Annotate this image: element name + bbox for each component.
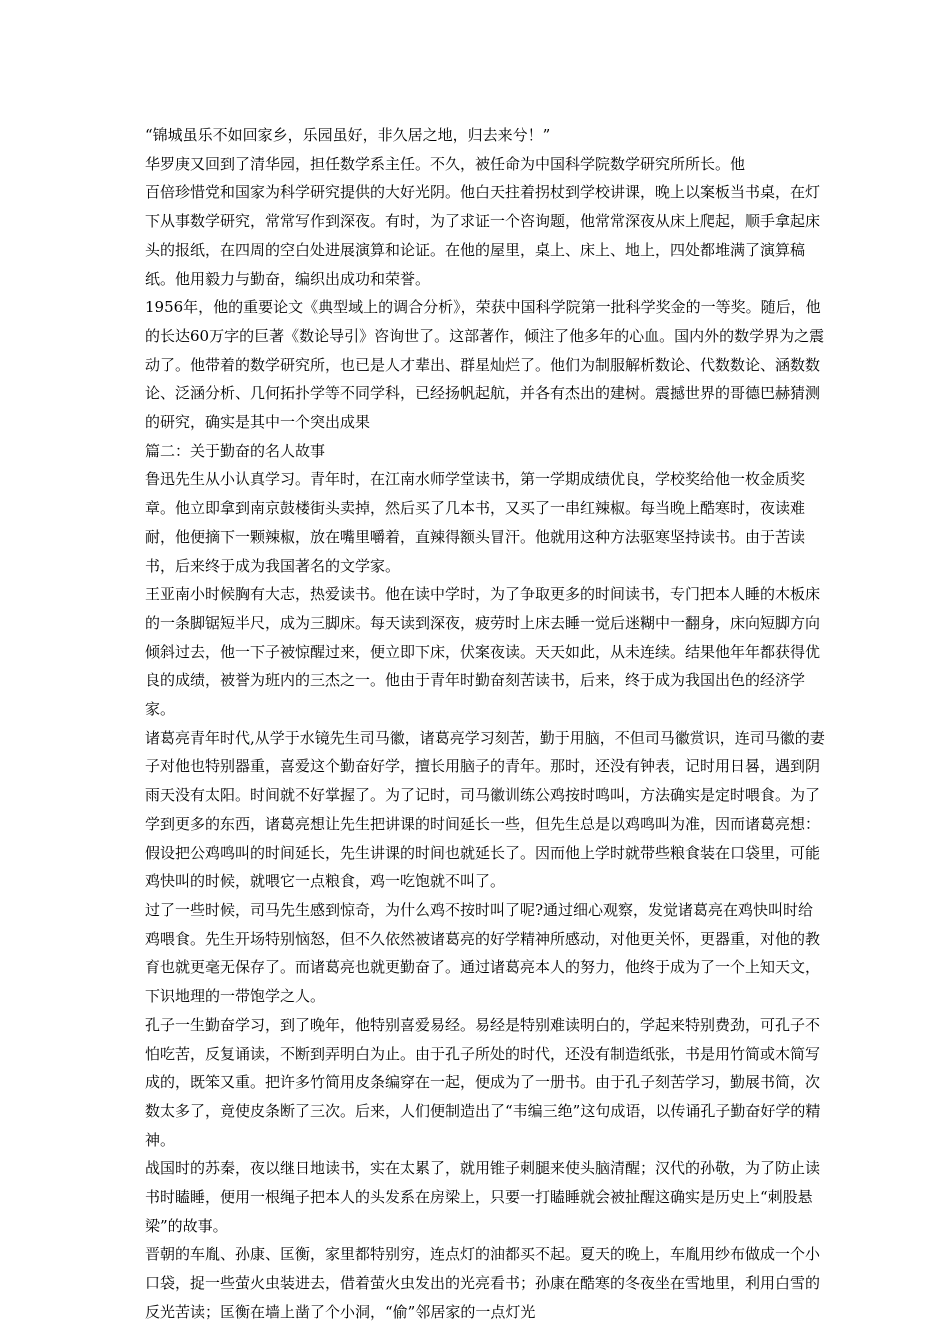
paragraph-confucius: 孔子一生勤奋学习，到了晚年，他特别喜爱易经。易经是特别难读明白的，学起来特别费劲，可孔子不怕吃苦，反复诵读，不断到弄明白为止。由于孔子所处的时代，还没有制造纸张，书是用竹简或木简写成的，既笨又重。把许多竹简用皮条编穿在一起，便成为了一册书。由于孔子刻苦学习，勤展书简，次数太多了，竟使皮条断了三次。后来，人们便制造出了“韦编三绝”这句成语，以传诵孔子勤奋好学的精神。 — [145, 1015, 821, 1149]
paragraph-1956-award: 1956年，他的重要论文《典型域上的调合分析》，荣获中国科学院第一批科学奖金的一等奖。随后，他的长达60万字的巨著《数论导引》咨询世了。这部著作，倾注了他多年的心血。国内外的数学界为之震动了。他带着的数学研究所，也已是人才辈出、群星灿烂了。他们为制服解析数论、代数数论、涵数数论、泛涵分析、几何拓扑学等不同学科，已经扬帆起航，并各有杰出的建树。震撼世界的哥德巴赫猜测的研究，确实是其中一个突出成果 — [145, 298, 825, 432]
paragraph-jin-dynasty: 晋朝的车胤、孙康、匡衡，家里都特别穷，连点灯的油都买不起。夏天的晚上，车胤用纱布做成一个小口袋，捉一些萤火虫装进去，借着萤火虫发出的光亮看书；孙康在酷寒的冬夜坐在雪地里，利用白雪的反光苦读；匡衡在墙上凿了个小洞，“偷”邻居家的一点灯光 — [145, 1245, 821, 1321]
paragraph-wang-yanan: 王亚南小时候胸有大志，热爱读书。他在读中学时，为了争取更多的时间读书，专门把本人睡的木板床的一条脚锯短半尺，成为三脚床。每天读到深夜，疲劳时上床去睡一觉后迷糊中一翻身，床向短脚方向倾斜过去，他一下子被惊醒过来，便立即下床，伏案夜读。天天如此，从未连续。结果他年年都获得优良的成绩，被誉为班内的三杰之一。他由于青年时勤奋刻苦读书，后来，终于成为我国出色的经济学家。 — [145, 585, 821, 719]
document-body — [145, 121, 825, 1327]
paragraph-zhuge-liang: 诸葛亮青年时代,从学于水镜先生司马徽，诸葛亮学习刻苦，勤于用脑，不但司马徽赏识，连司马徽的妻子对他也特别器重，喜爱这个勤奋好学，擅长用脑子的青年。那时，还没有钟表，记时用日晷，遇到阴雨天没有太阳。时间就不好掌握了。为了记时，司马徽训练公鸡按时鸣叫，方法确实是定时喂食。为了学到更多的东西，诸葛亮想让先生把讲课的时间延长一些，但先生总是以鸡鸣叫为准，因而诸葛亮想：假设把公鸡鸣叫的时间延长，先生讲课的时间也就延长了。因而他上学时就带些粮食装在口袋里，可能鸡快叫的时候，就喂它一点粮食，鸡一吃饱就不叫了。 — [145, 728, 825, 891]
paragraph-zhuge-liang-continued: 过了一些时候，司马先生感到惊奇，为什么鸡不按时叫了呢?通过细心观察，发觉诸葛亮在鸡快叫时给鸡喂食。先生开场特别恼怒，但不久依然被诸葛亮的好学精神所感动，对他更关怀，更器重，对他的教育也就更毫无保存了。而诸葛亮也就更勤奋了。通过诸葛亮本人的努力，他终于成为了一个上知天文，下识地理的一带饱学之人。 — [145, 900, 821, 1006]
section-heading: 篇二：关于勤奋的名人故事 — [145, 441, 326, 460]
paragraph-su-qin: 战国时的苏秦，夜以继日地读书，实在太累了，就用锥子刺腿来使头脑清醒；汉代的孙敬，为了防止读书时瞌睡，便用一根绳子把本人的头发系在房梁上，只要一打瞌睡就会被扯醒这确实是历史上“刺股悬梁”的故事。 — [145, 1159, 821, 1235]
paragraph-quote: “锦城虽乐不如回家乡，乐园虽好，非久居之地，归去来兮！” — [145, 126, 551, 144]
paragraph-research-diligence: 百倍珍惜党和国家为科学研究提供的大好光阴。他白天拄着拐杖到学校讲课，晚上以案板当书桌，在灯下从事数学研究，常常写作到深夜。有时，为了求证一个咨询题，他常常深夜从床上爬起，顺手拿起床头的报纸，在四周的空白处进展演算和论证。在他的屋里，桌上、床上、地上，四处都堆满了演算稿纸。他用毅力与勤奋，编织出成功和荣誉。 — [145, 183, 821, 288]
paragraph-lu-xun: 鲁迅先生从小认真学习。青年时，在江南水师学堂读书，第一学期成绩优良，学校奖给他一枚金质奖章。他立即拿到南京鼓楼街头卖掉，然后买了几本书，又买了一串红辣椒。每当晚上酷寒时，夜读难耐，他便摘下一颗辣椒，放在嘴里嚼着，直辣得额头冒汗。他就用这种方法驱寒坚持读书。由于苦读书，后来终于成为我国著名的文学家。 — [145, 470, 806, 575]
paragraph-return-tsinghua: 华罗庚又回到了清华园，担任数学系主任。不久，被任命为中国科学院数学研究所所长。他 — [145, 154, 746, 173]
